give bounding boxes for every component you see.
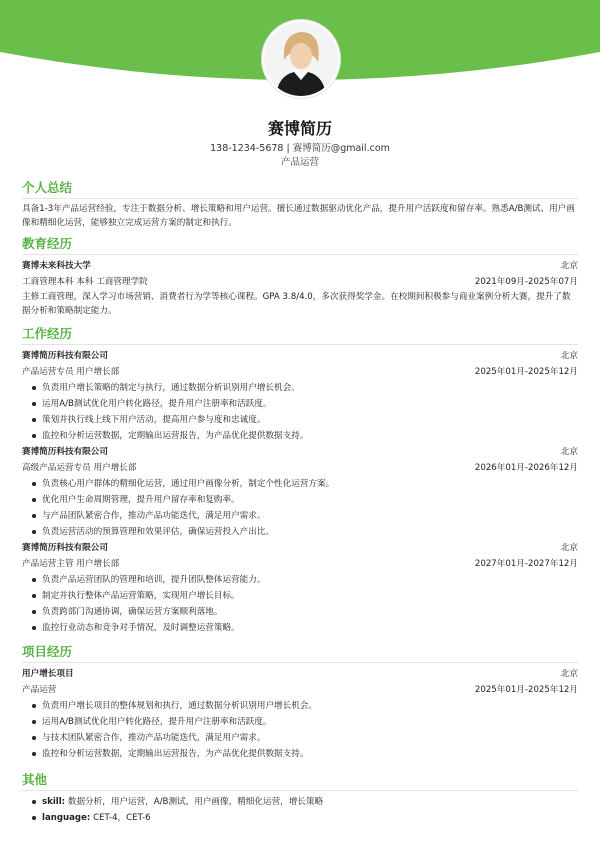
job-bullet: 负责核心用户群体的精细化运营，通过用户画像分析，制定个性化运营方案。 (32, 476, 578, 492)
job-location: 北京 (560, 447, 578, 457)
job-bullet: 负责产品运营团队的管理和培训，提升团队整体运营能力。 (32, 572, 578, 588)
job-bullet: 与产品团队紧密合作，推动产品功能迭代，满足用户需求。 (32, 508, 578, 524)
job-bullet: 负责运营活动的预算管理和效果评估，确保运营投入产出比。 (32, 524, 578, 540)
summary-text: 具备1-3年产品运营经验，专注于数据分析、增长策略和用户运营。擅长通过数据驱动优化产品，提升用户活跃度和留存率。熟悉A/B测试、用户画像和精细化运营，能够独立完成运营方案的制定和执行。 (22, 204, 575, 228)
company-name: 赛博简历科技有限公司 (22, 543, 108, 553)
skill-label: skill: (42, 797, 66, 807)
summary-title: 个人总结 (22, 180, 73, 195)
section-divider (22, 198, 578, 199)
other-title: 其他 (22, 772, 48, 787)
job-entry (22, 348, 578, 444)
job-bullet: 监控和分析运营数据，定期输出运营报告，为产品优化提供数据支持。 (32, 428, 578, 444)
job-role: 产品运营专员 用户增长部 (22, 367, 120, 377)
project-bullet: 负责用户增长项目的整体规划和执行，通过数据分析识别用户增长机会。 (32, 698, 578, 714)
degree: 工商管理本科 本科 工商管理学院 (22, 277, 148, 287)
resume-content (22, 178, 578, 826)
job-role: 高级产品运营专员 用户增长部 (22, 463, 137, 473)
job-bullet: 策划并执行线上线下用户活动，提高用户参与度和忠诚度。 (32, 412, 578, 428)
language-label: language: (42, 813, 91, 823)
skill-item (32, 794, 578, 810)
company-name: 赛博简历科技有限公司 (22, 447, 108, 457)
section-divider (22, 662, 578, 663)
section-divider (22, 344, 578, 345)
job-entry (22, 540, 578, 636)
education-section (22, 236, 578, 318)
job-dates: 2025年01月-2025年12月 (474, 367, 578, 377)
project-bullet: 与技术团队紧密合作，推动产品功能迭代，满足用户需求。 (32, 730, 578, 746)
project-name: 用户增长项目 (22, 669, 74, 679)
skill-value: 数据分析，用户运营，A/B测试，用户画像，精细化运营，增长策略 (67, 797, 324, 807)
language-item (32, 810, 578, 826)
project-title: 项目经历 (22, 644, 73, 659)
job-dates: 2026年01月-2026年12月 (474, 463, 578, 473)
work-title: 工作经历 (22, 326, 73, 341)
job-entry (22, 444, 578, 540)
job-bullet: 负责跨部门沟通协调，确保运营方案顺利落地。 (32, 604, 578, 620)
project-bullet: 监控和分析运营数据，定期输出运营报告，为产品优化提供数据支持。 (32, 746, 578, 762)
avatar-photo-icon (264, 22, 338, 96)
contact-info: 138-1234-5678 | 赛博简历@gmail.com (210, 143, 390, 154)
project-bullet: 运用A/B测试优化用户转化路径，提升用户注册率和活跃度。 (32, 714, 578, 730)
company-name: 赛博简历科技有限公司 (22, 351, 108, 361)
education-title: 教育经历 (22, 236, 73, 251)
job-role: 产品运营主管 用户增长部 (22, 559, 120, 569)
section-divider (22, 254, 578, 255)
work-section (22, 326, 578, 636)
job-location: 北京 (560, 351, 578, 361)
project-dates: 2025年01月-2025年12月 (474, 685, 578, 695)
project-section (22, 644, 578, 762)
job-target: 产品运营 (280, 157, 319, 168)
job-dates: 2027年01月-2027年12月 (474, 559, 578, 569)
education-dates: 2021年09月-2025年07月 (474, 277, 578, 287)
job-bullet: 运用A/B测试优化用户转化路径，提升用户注册率和活跃度。 (32, 396, 578, 412)
job-bullet: 负责用户增长策略的制定与执行，通过数据分析识别用户增长机会。 (32, 380, 578, 396)
job-bullet: 优化用户生命周期管理，提升用户留存率和复购率。 (32, 492, 578, 508)
school-name: 赛博未来科技大学 (22, 261, 91, 271)
project-role: 产品运营 (22, 685, 57, 695)
job-bullet: 制定并执行整体产品运营策略，实现用户增长目标。 (32, 588, 578, 604)
avatar (262, 20, 340, 98)
resume-name: 赛博简历 (267, 119, 332, 138)
job-location: 北京 (560, 543, 578, 553)
project-location: 北京 (560, 669, 578, 679)
school-location: 北京 (560, 261, 578, 271)
section-divider (22, 790, 578, 791)
job-bullet: 监控行业动态和竞争对手情况，及时调整运营策略。 (32, 620, 578, 636)
summary-section (22, 180, 578, 230)
education-description: 主修工商管理，深入学习市场营销、消费者行为学等核心课程。GPA 3.8/4.0，多次获得奖学金。在校期间积极参与商业案例分析大赛，提升了数据分析和策略制定能力。 (22, 292, 571, 316)
language-value: CET-4，CET-6 (93, 813, 151, 823)
other-section (22, 772, 578, 826)
